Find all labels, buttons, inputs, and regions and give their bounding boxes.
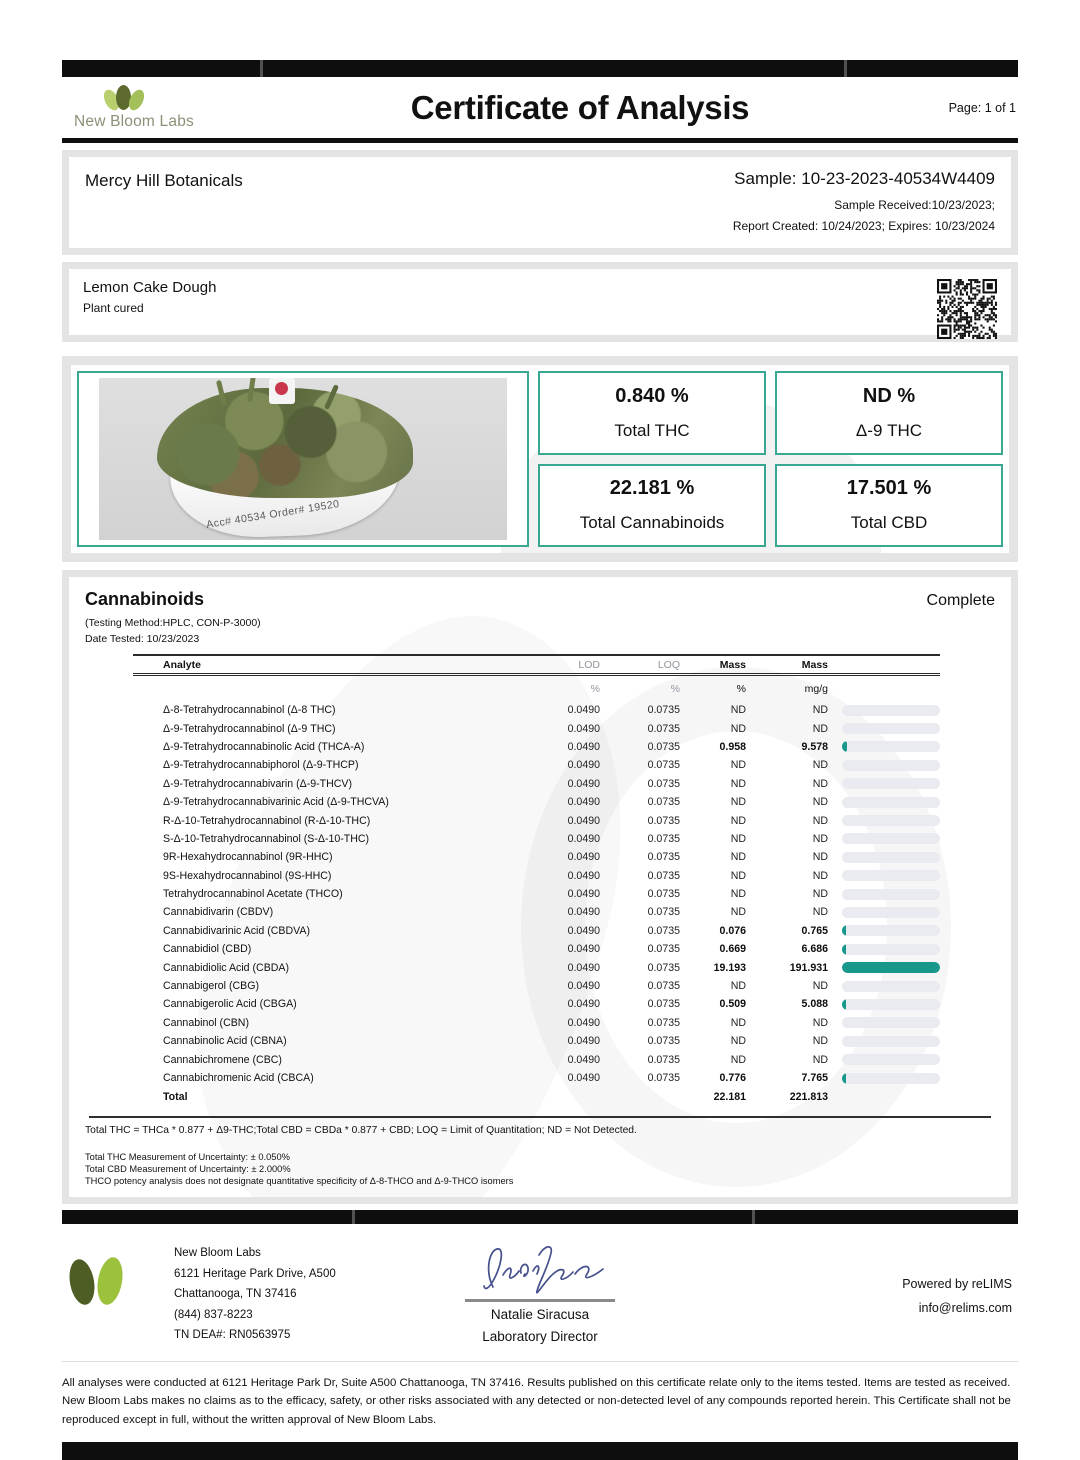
footer-divider [62,1361,1018,1362]
mass-mgg-value: ND [812,869,828,882]
mass-bar-cell [828,1073,940,1084]
loq-value: 0.0735 [647,924,680,937]
analyte-name: Cannabinolic Acid (CBNA) [163,1035,287,1048]
status-complete: Complete [926,592,995,609]
analyte-row [133,775,940,793]
col-mass-mgg: Mass [801,658,828,671]
table-total-row [133,1087,940,1106]
signature-underline [465,1299,615,1302]
lod-value: 0.0490 [567,980,600,993]
analyte-row [133,995,940,1013]
mass-bar-fill [842,962,940,973]
client-name: Mercy Hill Botanicals [85,171,243,190]
loq-value: 0.0735 [647,1053,680,1066]
uncertainty-note: Total THC Measurement of Uncertainty: ± 0.050% [85,1152,290,1163]
mass-mgg-value: ND [812,851,828,864]
analyte-row [133,811,940,829]
mass-mgg-value: ND [812,980,828,993]
bar-seam [752,1210,755,1224]
bloom-leaf-icon [102,85,146,111]
mass-mgg-value: ND [812,1035,828,1048]
analyte-row [133,867,940,885]
product-name: Lemon Cake Dough [83,279,217,296]
mass-mgg-value: ND [812,906,828,919]
signer-name: Natalie Siracusa [490,1307,590,1323]
mass-mgg-value: 6.686 [801,943,828,956]
mass-bar-cell [828,925,940,936]
loq-value: 0.0735 [647,740,680,753]
analyte-row [133,701,940,719]
loq-value: 0.0735 [647,851,680,864]
analyte-name: 9S-Hexahydrocannabinol (9S-HHC) [163,869,332,882]
mass-pct-value: 0.076 [719,924,746,937]
product-info [83,279,216,325]
document-header [62,77,1018,138]
qr-code [937,279,997,339]
analyte-row [133,1050,940,1068]
client-card [69,157,1011,248]
mass-bar-fill [842,1073,846,1084]
mass-bar-fill [842,925,846,936]
summary-box-total-thc [538,371,766,455]
analyte-name: Δ-9-Tetrahydrocannabinol (Δ-9 THC) [163,722,336,735]
table-end-rule [89,1116,991,1118]
uncertainty-note: Total CBD Measurement of Uncertainty: ± 2.000% [85,1164,291,1175]
product-form: Plant cured [83,301,144,315]
loq-value: 0.0735 [647,943,680,956]
summary-value: 17.501 % [846,477,932,500]
mass-pct-value: ND [730,980,746,993]
loq-value: 0.0735 [647,759,680,772]
analyte-name: Δ-9-Tetrahydrocannabivarin (Δ-9-THCV) [163,777,353,790]
mass-bar-track [842,1036,940,1047]
analyte-row [133,940,940,958]
page-number: Page: 1 of 1 [948,100,1016,115]
analyte-name: Δ-8-Tetrahydrocannabinol (Δ-8 THC) [163,704,336,717]
mass-bar-track [842,999,940,1010]
mass-pct-value: ND [730,906,746,919]
mass-bar-cell [828,981,940,992]
analyte-row [133,1014,940,1032]
analyte-row [133,922,940,940]
mass-bar-track [842,852,940,863]
lod-value: 0.0490 [567,869,600,882]
loq-value: 0.0735 [647,980,680,993]
mass-mgg-value: 7.765 [801,1072,828,1084]
lod-value: 0.0490 [567,924,600,937]
mass-bar-track [842,1073,940,1084]
mass-bar-track [842,705,940,716]
lod-value: 0.0490 [567,1035,600,1048]
lod-value: 0.0490 [567,740,600,753]
analyte-name: Cannabichromenic Acid (CBCA) [163,1072,314,1084]
mass-pct-value: 0.669 [719,943,746,956]
mass-bar-track [842,981,940,992]
mass-mgg-value: ND [812,832,828,845]
analyte-name: Cannabidiol (CBD) [163,943,252,956]
lab-address-line: TN DEA#: RN0563975 [174,1329,291,1342]
mass-pct-value: ND [730,796,746,809]
mass-pct-value: 0.509 [719,998,746,1011]
certificate-page [62,60,1018,1460]
lab-logo [62,85,252,131]
mass-bar-cell [828,797,940,808]
lod-value: 0.0490 [567,961,600,974]
mass-mgg-value: 0.765 [801,924,828,937]
mass-mgg-value: ND [812,888,828,901]
analyte-row [133,903,940,921]
sample-photo-frame [77,371,529,547]
sample-tag [269,378,295,404]
lod-value: 0.0490 [567,943,600,956]
loq-value: 0.0735 [647,998,680,1011]
summary-value: 22.181 % [609,477,695,500]
mass-pct-value: ND [730,1053,746,1066]
mass-mgg-value: 9.578 [801,740,828,753]
plant-material [157,388,413,498]
summary-boxes [538,371,1003,547]
sample-cup-label: Acc# 40534 Order# 19520 [205,498,341,531]
date-tested: Date Tested: 10/23/2023 [85,633,200,645]
footer-rule-bar [62,1210,1018,1224]
mass-bar-cell [828,760,940,771]
analyte-row [133,830,940,848]
col-loq: LOQ [657,658,680,671]
table-body [133,701,940,1087]
mass-bar-track [842,778,940,789]
signature-block [425,1241,655,1344]
powered-by: Powered by reLIMS [902,1277,1012,1292]
mass-bar-track [842,962,940,973]
mass-bar-cell [828,741,940,752]
summary-label: Total THC [614,420,690,440]
loq-value: 0.0735 [647,906,680,919]
lod-value: 0.0490 [567,851,600,864]
loq-value: 0.0735 [647,1016,680,1029]
mass-mgg-value: ND [812,814,828,827]
mass-pct-value: 19.193 [713,961,746,974]
mass-bar-cell [828,962,940,973]
analyte-name: R-Δ-10-Tetrahydrocannabinol (R-Δ-10-THC) [163,814,371,827]
mass-mgg-value: 5.088 [801,998,828,1011]
lod-value: 0.0490 [567,832,600,845]
sample-received: Sample Received:10/23/2023; [834,198,995,212]
analyte-row [133,719,940,737]
header-rule-thin [62,138,1018,143]
mass-pct-value: ND [730,832,746,845]
analyte-row [133,958,940,976]
mass-bar-track [842,907,940,918]
product-section [62,262,1018,342]
loq-value: 0.0735 [647,1072,680,1084]
powered-by-block [902,1241,1012,1321]
analyte-name: Cannabichromene (CBC) [163,1053,282,1066]
mass-bar-track [842,741,940,752]
bottom-rule-bar [62,1442,1018,1460]
lod-value: 0.0490 [567,814,600,827]
summary-value: 0.840 % [615,384,689,407]
mass-bar-track [842,815,940,826]
summary-label: Total CBD [850,513,928,533]
col-lod: LOD [578,658,600,671]
analyte-name: 9R-Hexahydrocannabinol (9R-HHC) [163,851,333,864]
mass-pct-value: ND [730,814,746,827]
mass-bar-cell [828,1036,940,1047]
summary-value: ND % [862,384,916,407]
lod-value: 0.0490 [567,906,600,919]
analyte-row [133,793,940,811]
mass-bar-cell [828,999,940,1010]
uncertainty-note: THCO potency analysis does not designate quantitative specificity of Δ-8-THCO and Δ-9-THCO isomers [85,1176,514,1187]
analyte-row [133,977,940,995]
analyte-row [133,1069,940,1087]
mass-bar-cell [828,833,940,844]
analyte-name: Δ-9-Tetrahydrocannabivarinic Acid (Δ-9-THCVA) [163,796,389,809]
lod-value: 0.0490 [567,1053,600,1066]
lab-address-line: New Bloom Labs [174,1247,261,1260]
analyte-name: S-Δ-10-Tetrahydrocannabinol (S-Δ-10-THC) [163,832,370,845]
mass-bar-track [842,1017,940,1028]
top-rule-bar [62,60,1018,77]
red-dot-sticker [275,382,288,395]
contact-email[interactable]: info@relims.com [918,1301,1012,1316]
mass-bar-cell [828,889,940,900]
analyte-table [133,654,940,1106]
summary-section [62,356,1018,562]
product-card [69,269,1011,335]
loq-value: 0.0735 [647,1035,680,1048]
signer-title: Laboratory Director [482,1329,598,1345]
analyte-row [133,848,940,866]
mass-mgg-value: ND [812,759,828,772]
analyte-row [133,1032,940,1050]
mass-pct-value: ND [730,1016,746,1029]
lod-value: 0.0490 [567,777,600,790]
mass-bar-cell [828,705,940,716]
mass-pct-value: ND [730,704,746,717]
loq-value: 0.0735 [647,777,680,790]
summary-box-total-cannabinoids [538,464,766,548]
summary-box-d9-thc [775,371,1003,455]
summary-box-total-cbd [775,464,1003,548]
mass-mgg-value: ND [812,1016,828,1029]
mass-pct-value: 0.776 [719,1072,746,1084]
signature-image [455,1241,625,1299]
analyte-row [133,738,940,756]
mass-bar-fill [842,944,846,955]
mass-pct-value: ND [730,777,746,790]
unit-mass-pct: % [736,682,746,695]
mass-bar-cell [828,944,940,955]
cannabinoids-section [62,570,1018,1204]
analyte-name: Cannabinol (CBN) [163,1016,249,1029]
analyte-name: Δ-9-Tetrahydrocannabinolic Acid (THCA-A) [163,740,365,753]
analyte-name: Cannabidivarinic Acid (CBDVA) [163,924,310,937]
sample-id: Sample: 10-23-2023-40534W4409 [734,169,995,188]
mass-bar-fill [842,999,846,1010]
lod-value: 0.0490 [567,1016,600,1029]
analyte-name: Cannabidivarin (CBDV) [163,906,274,919]
sample-meta [733,169,995,234]
mass-bar-cell [828,1017,940,1028]
mass-mgg-value: ND [812,1053,828,1066]
lab-address-line: 6121 Heritage Park Drive, A500 [174,1267,336,1280]
lod-value: 0.0490 [567,1072,600,1084]
uncertainty-notes [85,1151,995,1187]
client-section [62,150,1018,255]
document-title: Certificate of Analysis [410,88,750,126]
unit-mass-mgg: mg/g [804,682,828,695]
total-label: Total [163,1090,188,1103]
bar-seam [260,60,263,77]
mass-bar-track [842,723,940,734]
mass-bar-cell [828,907,940,918]
mass-bar-track [842,925,940,936]
cannabinoids-card [69,577,1011,1197]
analyte-name: Δ-9-Tetrahydrocannabiphorol (Δ-9-THCP) [163,759,359,772]
analyte-name: Cannabigerol (CBG) [163,980,259,993]
col-mass-pct: Mass [719,658,746,671]
mass-mgg-value: ND [812,704,828,717]
summary-label: Δ-9 THC [855,420,923,440]
report-dates: Report Created: 10/24/2023; Expires: 10/23/2024 [732,219,995,233]
mass-bar-track [842,944,940,955]
table-header-row [133,654,940,676]
mass-bar-cell [828,1054,940,1065]
mass-bar-track [842,797,940,808]
lod-value: 0.0490 [567,796,600,809]
mass-bar-track [842,1054,940,1065]
summary-label: Total Cannabinoids [579,513,725,533]
mass-bar-track [842,833,940,844]
analyte-row [133,756,940,774]
lab-address-block [174,1241,336,1345]
loq-value: 0.0735 [647,796,680,809]
mass-pct-value: ND [730,722,746,735]
section-title: Cannabinoids [85,589,205,609]
loq-value: 0.0735 [647,832,680,845]
mass-bar-track [842,760,940,771]
mass-pct-value: ND [730,869,746,882]
mass-bar-cell [828,778,940,789]
summary-card [71,365,1009,553]
mass-bar-cell [828,870,940,881]
mass-pct-value: ND [730,851,746,864]
loq-value: 0.0735 [647,869,680,882]
mass-mgg-value: ND [812,722,828,735]
bar-seam [844,60,847,77]
loq-value: 0.0735 [647,814,680,827]
disclaimer-text: All analyses were conducted at 6121 Heritage Park Dr, Suite A500 Chattanooga, TN 37416. Results published on this certificate relate only to the items tested. Items are tested as received. New Bloom Labs makes no claims as to the efficacy, safety, or other risks associated with any detected or non-detected level of any compounds reported herein. This Certificate shall not be reproduced except in full, without the written approval of New Bloom Labs. [62,1376,1011,1426]
calculation-footnote: Total THC = THCa * 0.877 + Δ9-THC;Total CBD = CBDa * 0.877 + CBD; LOQ = Limit of Quantitation; ND = Not Detected. [85,1125,637,1137]
mass-pct-value: ND [730,759,746,772]
lod-value: 0.0490 [567,998,600,1011]
sample-photo [99,378,507,540]
lod-value: 0.0490 [567,759,600,772]
mass-pct-value: ND [730,888,746,901]
mass-bar-track [842,870,940,881]
lab-address-line: (844) 837-8223 [174,1308,253,1321]
loq-value: 0.0735 [647,961,680,974]
analyte-row [133,885,940,903]
bar-seam [352,1210,355,1224]
loq-value: 0.0735 [647,722,680,735]
lod-value: 0.0490 [567,704,600,717]
lab-logo-text: New Bloom Labs [74,112,194,130]
loq-value: 0.0735 [647,704,680,717]
mass-bar-track [842,889,940,900]
mass-bar-cell [828,852,940,863]
col-analyte: Analyte [163,658,201,671]
mass-bar-cell [828,815,940,826]
mass-mgg-value: 191.931 [789,961,828,974]
analyte-name: Cannabigerolic Acid (CBGA) [163,998,297,1011]
lod-value: 0.0490 [567,888,600,901]
mass-mgg-value: ND [812,796,828,809]
mass-pct-value: ND [730,1035,746,1048]
analyte-name: Tetrahydrocannabinol Acetate (THCO) [163,888,343,901]
loq-value: 0.0735 [647,888,680,901]
total-mass-mgg: 221.813 [789,1090,828,1103]
mass-mgg-value: ND [812,777,828,790]
table-units-row [133,676,940,701]
unit-loq: % [670,682,680,695]
mass-bar-fill [842,741,847,752]
unit-lod: % [590,682,600,695]
testing-method: (Testing Method:HPLC, CON-P-3000) [85,617,261,629]
lab-address-line: Chattanooga, TN 37416 [174,1288,297,1301]
total-mass-pct: 22.181 [713,1090,746,1103]
lod-value: 0.0490 [567,722,600,735]
analyte-name: Cannabidiolic Acid (CBDA) [163,961,290,974]
bloom-leaf-icon-large [68,1251,126,1313]
footer [62,1241,1018,1345]
mass-pct-value: 0.958 [719,740,746,753]
mass-bar-cell [828,723,940,734]
